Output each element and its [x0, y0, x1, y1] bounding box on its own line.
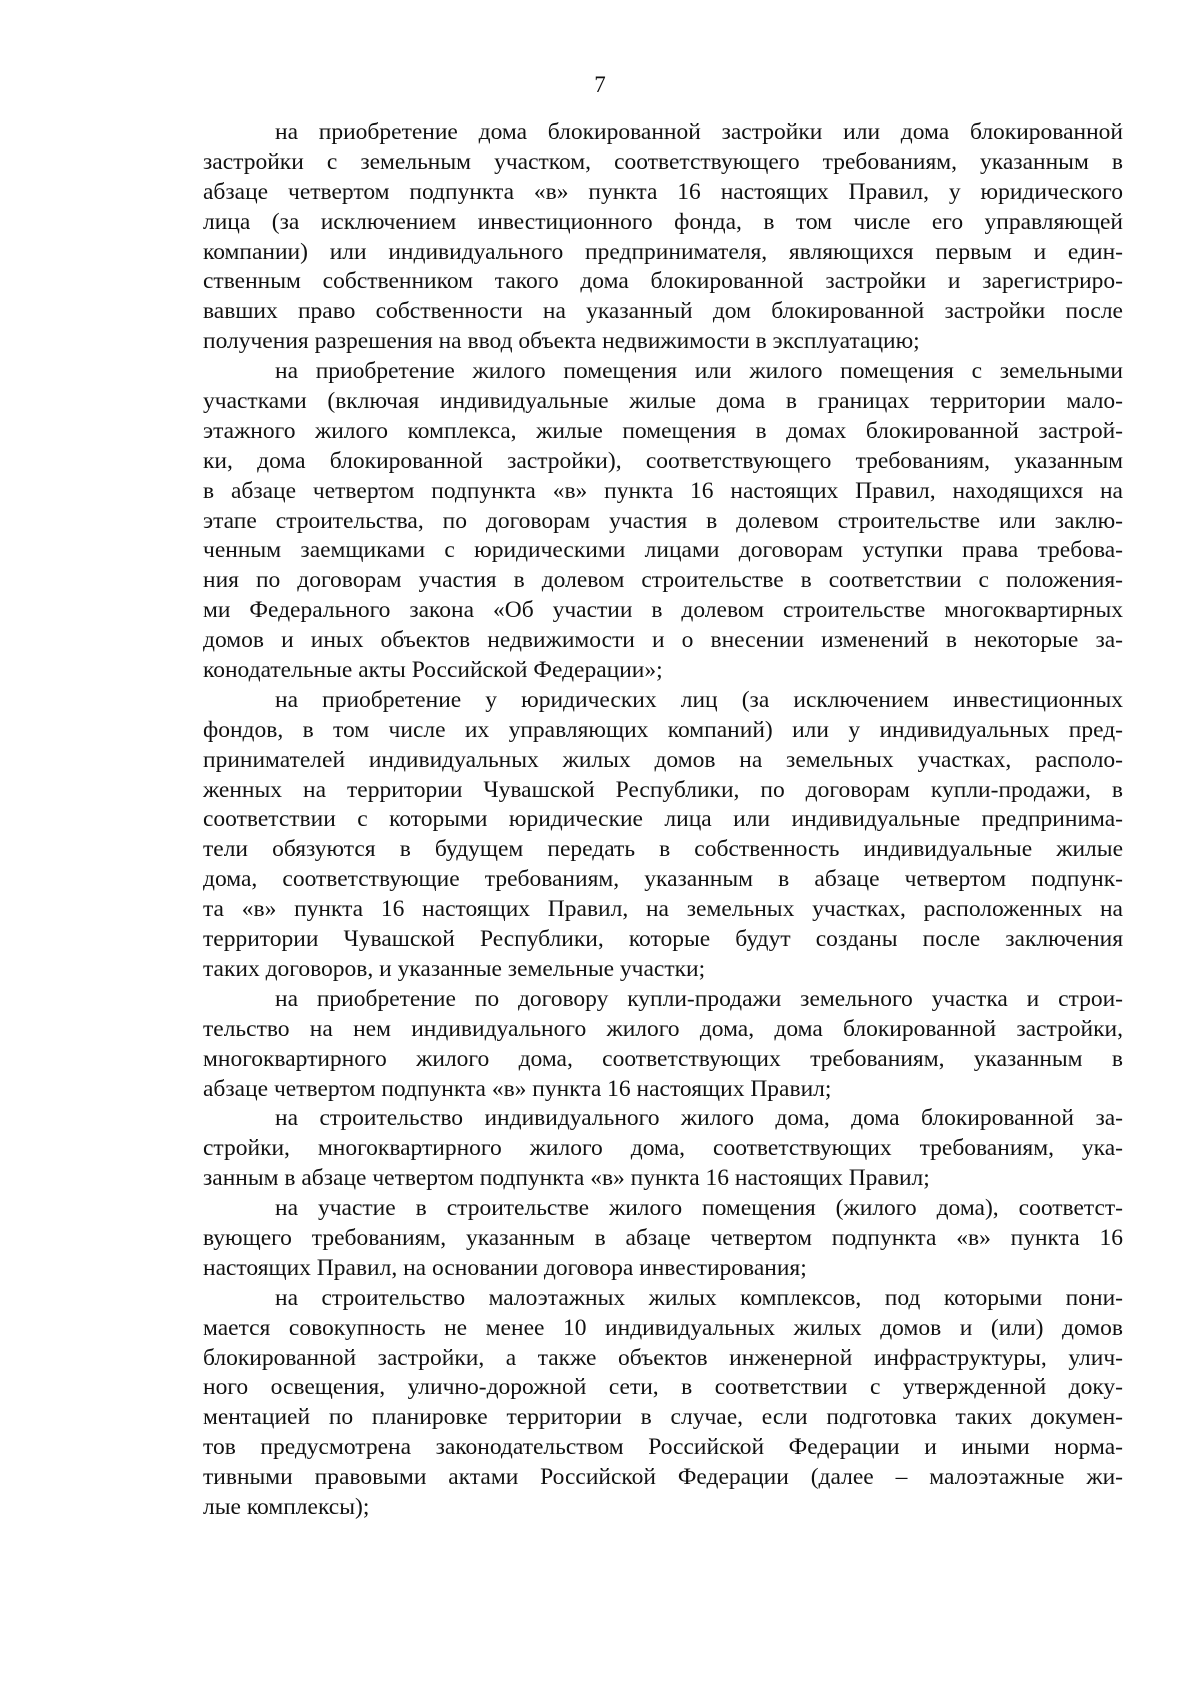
text-line: ного освещения, улично-дорожной сети, в соответствии с утвержденной доку- [203, 1374, 1123, 1401]
text-line: ченным заемщиками с юридическими лицами договорам уступки права требова- [203, 537, 1123, 564]
text-line: застройки с земельным участком, соответствующего требованиям, указанным в [203, 148, 1123, 175]
text-line: женных на территории Чувашской Республики, по договорам купли-продажи, в [203, 776, 1123, 803]
text-line: многоквартирного жилого дома, соответствующих требованиям, указанным в [203, 1045, 1123, 1072]
text-line: мается совокупность не менее 10 индивидуальных жилых домов и (или) домов [203, 1314, 1123, 1341]
text-line: на приобретение дома блокированной застройки или дома блокированной [275, 119, 1123, 145]
paragraph [203, 357, 1123, 686]
text-line: фондов, в том числе их управляющих компаний) или у индивидуальных пред- [203, 716, 1123, 743]
text-line: территории Чувашской Республики, которые будут созданы после заключения [203, 926, 1123, 953]
text-line: на приобретение по договору купли-продажи земельного участка и строи- [275, 985, 1123, 1012]
text-line: тельство на нем индивидуального жилого дома, дома блокированной застройки, [203, 1015, 1123, 1042]
text-line: та «в» пункта 16 настоящих Правил, на земельных участках, расположенных на [203, 896, 1123, 923]
text-line: получения разрешения на ввод объекта недвижимости в эксплуатацию; [203, 328, 920, 355]
paragraph [203, 1194, 1123, 1284]
text-line: на строительство индивидуального жилого дома, дома блокированной за- [275, 1105, 1123, 1132]
text-line: лица (за исключением инвестиционного фонда, в том числе его управляющей [203, 208, 1123, 235]
text-line: в абзаце четвертом подпункта «в» пункта 16 настоящих Правил, находящихся на [203, 477, 1123, 504]
page-number: 7 [594, 72, 606, 97]
text-line: компании) или индивидуального предпринимателя, являющихся первым и един- [203, 238, 1123, 265]
text-line: ки, дома блокированной застройки), соответствующего требованиям, указанным [203, 447, 1123, 474]
text-line: на приобретение у юридических лиц (за исключением инвестиционных [275, 686, 1123, 713]
document-body [203, 118, 1123, 1523]
paragraph [203, 1284, 1123, 1523]
text-line: стройки, многоквартирного жилого дома, соответствующих требованиям, ука- [203, 1135, 1123, 1162]
text-line: ственным собственником такого дома блокированной застройки и зарегистриро- [203, 268, 1123, 295]
text-line: на приобретение жилого помещения или жилого помещения с земельными [275, 358, 1123, 385]
text-line: тели обязуются в будущем передать в собственность индивидуальные жилые [203, 836, 1123, 863]
text-line: принимателей индивидуальных жилых домов на земельных участках, располо- [203, 746, 1123, 773]
text-line: лые комплексы); [203, 1493, 370, 1520]
text-line: занным в абзаце четвертом подпункта «в» пункта 16 настоящих Правил; [203, 1165, 930, 1192]
paragraph [203, 686, 1123, 985]
text-line: вующего требованиям, указанным в абзаце четвертом подпункта «в» пункта 16 [203, 1224, 1123, 1251]
paragraph [203, 985, 1123, 1105]
text-line: дома, соответствующие требованиям, указанным в абзаце четвертом подпунк- [203, 866, 1123, 893]
text-line: блокированной застройки, а также объектов инженерной инфраструктуры, улич- [203, 1344, 1123, 1371]
text-line: ния по договорам участия в долевом строительстве в соответствии с положения- [203, 567, 1123, 594]
text-line: этажного жилого комплекса, жилые помещения в домах блокированной застрой- [203, 417, 1123, 444]
text-line: тов предусмотрена законодательством Российской Федерации и иными норма- [203, 1434, 1123, 1461]
text-line: на строительство малоэтажных жилых комплексов, под которыми пони- [275, 1284, 1123, 1311]
paragraph [203, 118, 1123, 357]
text-line: этапе строительства, по договорам участия в долевом строительстве или заклю- [203, 507, 1123, 534]
text-line: тивными правовыми актами Российской Федерации (далее – малоэтажные жи- [203, 1464, 1123, 1491]
text-line: абзаце четвертом подпункта «в» пункта 16 настоящих Правил, у юридического [203, 178, 1123, 205]
paragraph [203, 1104, 1123, 1194]
text-line: ментацией по планировке территории в случае, если подготовка таких докумен- [203, 1404, 1123, 1431]
text-line: настоящих Правил, на основании договора инвестирования; [203, 1254, 807, 1281]
text-line: домов и иных объектов недвижимости и о внесении изменений в некоторые за- [203, 627, 1123, 654]
text-line: таких договоров, и указанные земельные участки; [203, 955, 706, 982]
text-line: вавших право собственности на указанный дом блокированной застройки после [203, 298, 1123, 325]
text-line: абзаце четвертом подпункта «в» пункта 16 настоящих Правил; [203, 1075, 832, 1102]
text-line: соответствии с которыми юридические лица или индивидуальные предпринима- [203, 806, 1123, 833]
text-line: конодательные акты Российской Федерации»; [203, 657, 663, 684]
text-line: на участие в строительстве жилого помещения (жилого дома), соответст- [275, 1195, 1123, 1222]
text-line: участками (включая индивидуальные жилые дома в границах территории мало- [203, 388, 1123, 415]
text-line: ми Федерального закона «Об участии в долевом строительстве многоквартирных [203, 597, 1123, 624]
